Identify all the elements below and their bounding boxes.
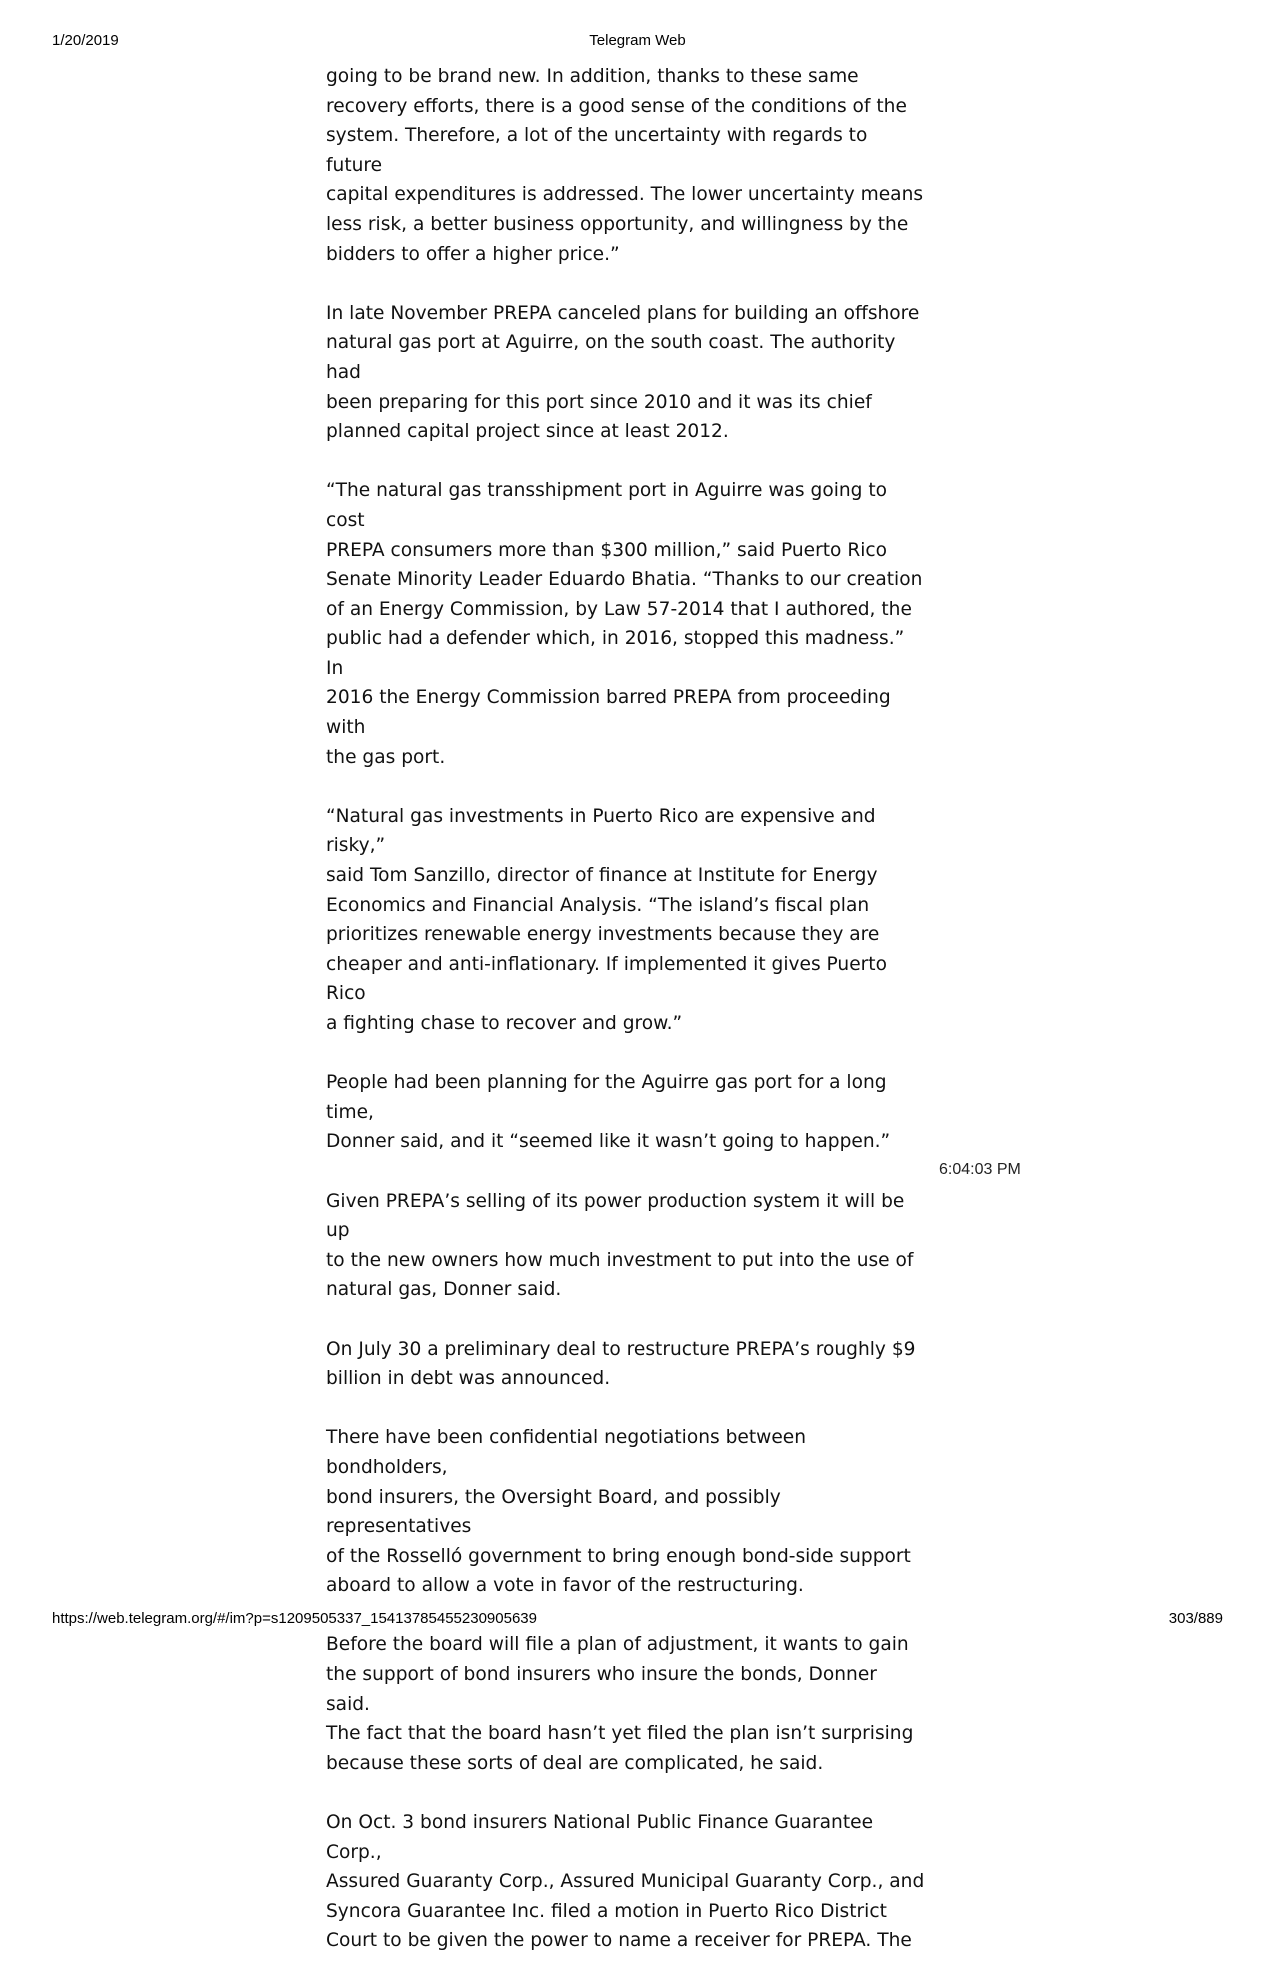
message-paragraph: “The natural gas transshipment port in Aguirre was going to cost PREPA consumers more than $300 million,” said Puerto Rico Senate Minority Leader Eduardo Bhatia. “Thanks to our creation of an Energy Commission, by Law 57-2014 that I authored, the public had a defender which, in 2016, stopped this madness.” In 2016 the Energy Commission barred PREPA from proceeding with the gas port.	[326, 480, 923, 768]
message-paragraph: On July 30 a preliminary deal to restructure PREPA’s roughly $9 billion in debt was announced.	[326, 1338, 916, 1390]
message-paragraph: going to be brand new. In addition, thanks to these same recovery efforts, there is a good sense of the conditions of the system. Therefore, a lot of the uncertainty with regards to future capital expenditures is addressed. The lower uncertainty means less risk, a better business opportunity, and willingness by the bidders to offer a higher price.”	[326, 66, 924, 265]
message-body	[326, 62, 926, 1986]
message-paragraph: In late November PREPA canceled plans for building an offshore natural gas port at Aguirre, on the south coast. The authority had been preparing for this port since 2010 and it was its chief planned capital project since at least 2012.	[326, 302, 920, 443]
page-title: Telegram Web	[589, 32, 686, 49]
page-number: 303/889	[1168, 1610, 1223, 1627]
page-url: https://web.telegram.org/#/im?p=s1209505337_15413785455230905639	[52, 1610, 537, 1627]
message-paragraph: On Oct. 3 bond insurers National Public Finance Guarantee Corp., Assured Guaranty Corp., Assured Municipal Guaranty Corp., and Syncora Guarantee Inc. filed a motion in Puerto Rico District Court to be given the power to name a receiver for PREPA. The	[326, 1812, 925, 1952]
message-paragraph: Given PREPA’s selling of its power production system it will be up to the new owners how much investment to put into the use of natural gas, Donner said.	[326, 1190, 914, 1301]
message-paragraph: “Natural gas investments in Puerto Rico are expensive and risky,” said Tom Sanzillo, director of finance at Institute for Energy Economics and Financial Analysis. “The island’s fiscal plan prioritizes renewable energy investments because they are cheaper and anti-inflationary. If implemented it gives Puerto Rico a fighting chase to recover and grow.”	[326, 805, 887, 1034]
message-paragraph: There have been confidential negotiations between bondholders, bond insurers, the Oversight Board, and possibly representatives of the Rosselló government to bring enough bond-side support aboard to allow a vote in favor of the restructuring.	[326, 1427, 911, 1597]
message-timestamp: 6:04:03 PM	[939, 1161, 1021, 1178]
message-paragraph: People had been planning for the Aguirre gas port for a long time, Donner said, and it “seemed like it wasn’t going to happen.”	[326, 1072, 891, 1153]
print-date: 1/20/2019	[52, 32, 119, 49]
message-paragraph: Before the board will file a plan of adjustment, it wants to gain the support of bond insurers who insure the bonds, Donner said. The fact that the board hasn’t yet filed the plan isn’t surprising because these sorts of deal are complicated, he said.	[326, 1634, 914, 1774]
